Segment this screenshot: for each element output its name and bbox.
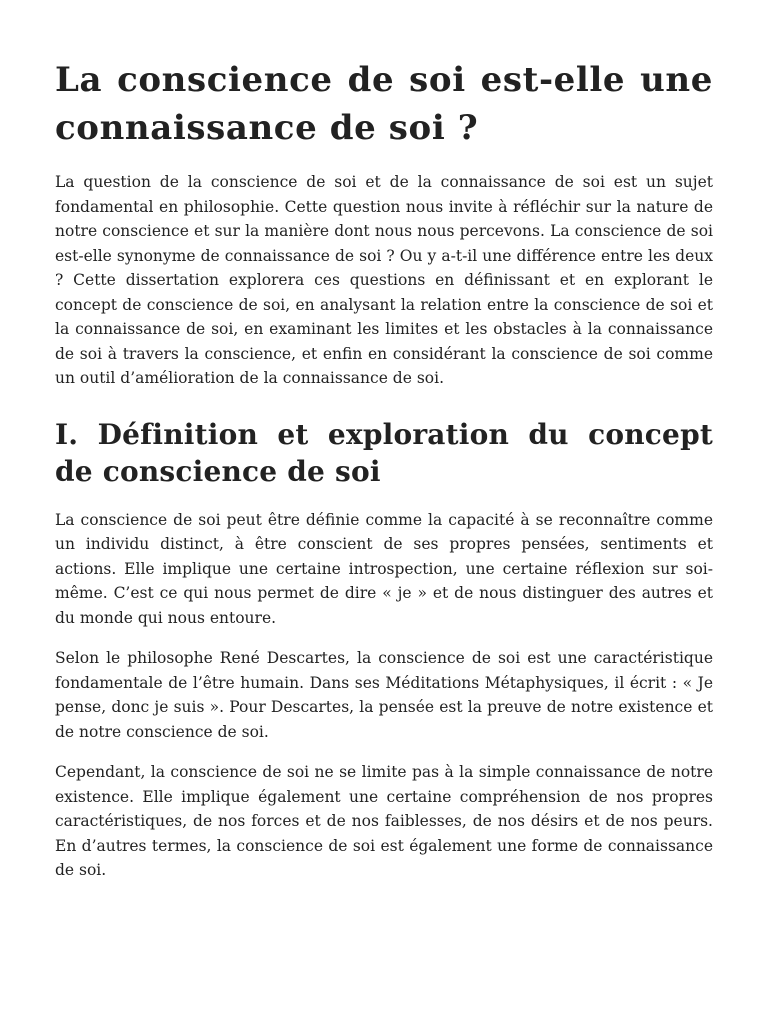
section-paragraph-1: La conscience de soi peut être définie comme la capacité à se reconnaître comme un individu distinct, à être conscient de ses propres pensées, sentiments et actions. Elle implique une certaine introspection, une certaine réflexion sur soi-même. C’est ce qui nous permet de dire « je » et de nous distinguer des autres et du monde qui nous entoure.: [55, 510, 713, 627]
section-paragraph-3: Cependant, la conscience de soi ne se limite pas à la simple connaissance de notre existence. Elle implique également une certaine compréhension de nos propres caractéristiques, de nos forces et de nos faiblesses, de nos désirs et de nos peurs. En d’autres termes, la conscience de soi est également une forme de connaissance de soi.: [55, 763, 713, 879]
document-page: [55, 0, 713, 883]
intro-paragraph: La question de la conscience de soi et de la connaissance de soi est un sujet fondamental en philosophie. Cette question nous invite à réfléchir sur la nature de notre conscience et sur la manière dont nous nous percevons. La conscience de soi est-elle synonyme de connaissance de soi ? Ou y a-t-il une différence entre les deux ? Cette dissertation explorera ces questions en définissant et en explorant le concept de conscience de soi, en analysant la relation entre la conscience de soi et la connaissance de soi, en examinant les limites et les obstacles à la connaissance de soi à travers la conscience, et enfin en considérant la conscience de soi comme un outil d’amélioration de la connaissance de soi.: [55, 173, 713, 387]
section-paragraph-2: Selon le philosophe René Descartes, la conscience de soi est une caractéristique fondamentale de l’être humain. Dans ses Méditations Métaphysiques, il écrit : « Je pense, donc je suis ». Pour Descartes, la pensée est la preuve de notre existence et de notre conscience de soi.: [55, 649, 713, 741]
section-heading: I. Définition et exploration du concept de conscience de soi: [55, 417, 713, 488]
page-title: La conscience de soi est-elle une connaissance de soi ?: [55, 60, 713, 148]
